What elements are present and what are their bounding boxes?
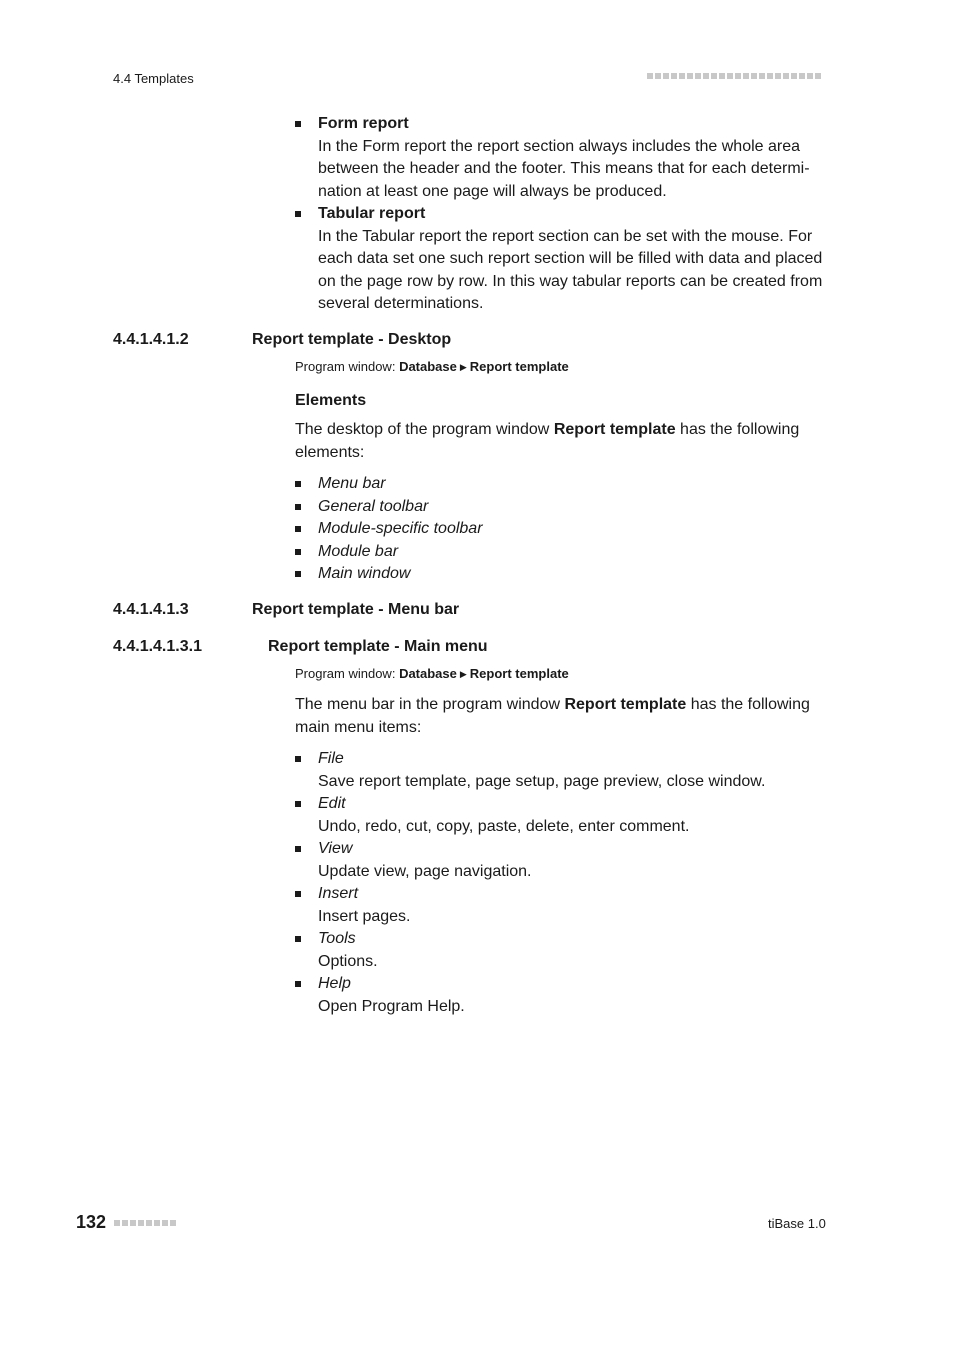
- bullet-icon: [295, 756, 301, 762]
- bullet-icon: [295, 571, 301, 577]
- para-text: The desktop of the program window: [295, 421, 554, 438]
- footer-decoration: [114, 1220, 184, 1228]
- list-item: [295, 113, 835, 203]
- menu-item-desc: Update view, page navigation.: [318, 862, 532, 880]
- path-database: Database: [399, 359, 457, 374]
- triangle-right-icon: ▶: [459, 669, 467, 679]
- path-label: Program window:: [295, 666, 396, 681]
- list-item: [295, 473, 835, 496]
- list-item-title: Tabular report: [318, 205, 426, 222]
- bullet-icon: [295, 891, 301, 897]
- list-item: [295, 838, 835, 883]
- bullet-icon: [295, 504, 301, 510]
- section-number: 4.4.1.4.1.3: [113, 601, 189, 618]
- menu-item-name: File: [318, 750, 344, 767]
- list-item-text: Main window: [318, 565, 411, 582]
- bullet-icon: [295, 481, 301, 487]
- menu-item-desc: Undo, redo, cut, copy, paste, delete, enter comment.: [318, 817, 690, 835]
- elements-list: [295, 473, 835, 586]
- list-item: [295, 563, 835, 586]
- product-name: tiBase 1.0: [768, 1216, 826, 1231]
- para-text: has the following elements:: [295, 421, 800, 461]
- main-menu-list: [295, 748, 835, 1018]
- list-item-text: Menu bar: [318, 475, 386, 492]
- page-number: 132: [76, 1212, 107, 1232]
- list-item: [295, 541, 835, 564]
- section-title: Report template - Desktop: [252, 331, 452, 348]
- list-item: [295, 883, 835, 928]
- bullet-icon: [295, 549, 301, 555]
- bullet-icon: [295, 936, 301, 942]
- bullet-icon: [295, 846, 301, 852]
- list-item-desc: In the Form report the report section always includes the whole area between the header and the footer. This means that for each determi-nation at least one page will always be produced.: [318, 137, 810, 200]
- para-bold: Report template: [564, 696, 687, 713]
- list-item: [295, 496, 835, 519]
- program-window-path: [295, 666, 569, 681]
- menu-item-name: View: [318, 840, 353, 857]
- menu-item-desc: Options.: [318, 952, 378, 970]
- report-type-list: [295, 113, 835, 316]
- list-item-text: Module-specific toolbar: [318, 520, 483, 537]
- para-text: has the following main menu items:: [295, 696, 810, 736]
- header-decoration: [647, 73, 829, 81]
- bullet-icon: [295, 121, 301, 127]
- list-item: [295, 748, 835, 793]
- list-item-text: Module bar: [318, 542, 399, 560]
- section-title: Report template - Main menu: [268, 638, 488, 655]
- list-item-text: General toolbar: [318, 497, 429, 515]
- triangle-right-icon: ▶: [459, 362, 467, 372]
- menu-item-desc: Open Program Help.: [318, 997, 465, 1015]
- menu-item-name: Help: [318, 975, 351, 992]
- paragraph: [295, 419, 835, 464]
- program-window-path: [295, 359, 569, 374]
- path-report-template: Report template: [469, 666, 569, 681]
- para-bold: Report template: [553, 421, 676, 438]
- paragraph: [295, 694, 835, 739]
- list-item: [295, 518, 835, 541]
- bullet-icon: [295, 981, 301, 987]
- list-item-desc: In the Tabular report the report section can be set with the mouse. For each data set one such report section will be filled with data and placed on the page row by row. In this way tabular reports can be created from several determinations.: [318, 227, 823, 312]
- list-item: [295, 793, 835, 838]
- section-number: 4.4.1.4.1.2: [113, 331, 189, 348]
- subheading: Elements: [295, 392, 367, 409]
- list-item: [295, 928, 835, 973]
- running-header-section: 4.4 Templates: [113, 71, 194, 86]
- bullet-icon: [295, 526, 301, 532]
- list-item: [295, 973, 835, 1018]
- menu-item-name: Edit: [318, 795, 346, 812]
- para-text: The menu bar in the program window: [295, 696, 565, 713]
- section-number: 4.4.1.4.1.3.1: [113, 638, 202, 655]
- path-label: Program window:: [295, 359, 396, 374]
- menu-item-name: Tools: [318, 930, 356, 947]
- path-database: Database: [399, 666, 457, 681]
- list-item-title: Form report: [318, 115, 409, 132]
- path-report-template: Report template: [469, 359, 569, 374]
- section-title: Report template - Menu bar: [252, 601, 460, 618]
- menu-item-name: Insert: [318, 885, 359, 902]
- bullet-icon: [295, 801, 301, 807]
- list-item: [295, 203, 835, 316]
- menu-item-desc: Insert pages.: [318, 907, 411, 925]
- bullet-icon: [295, 211, 301, 217]
- menu-item-desc: Save report template, page setup, page preview, close window.: [318, 772, 766, 790]
